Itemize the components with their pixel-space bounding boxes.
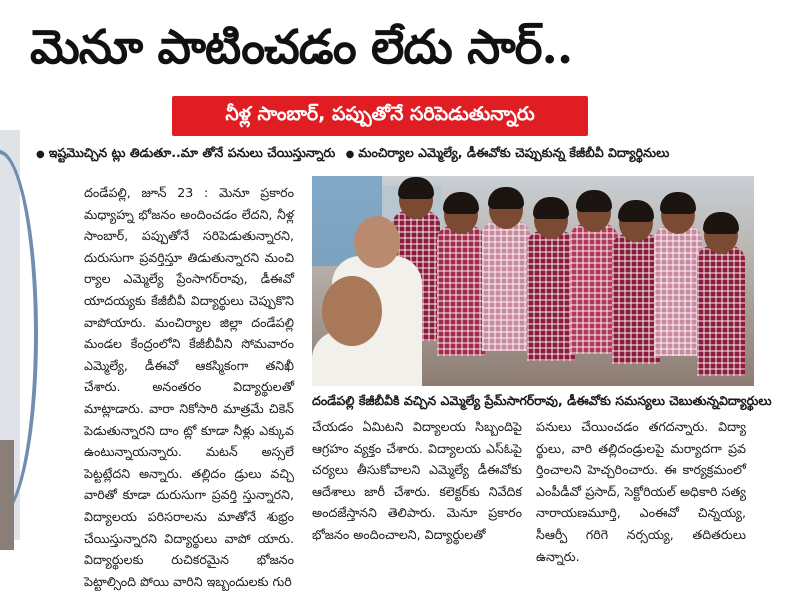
adjacent-photo-fragment [0, 440, 14, 550]
subheadline-text: నీళ్ల సాంబార్, పప్పుతోనే సరిపెడుతున్నారు [225, 102, 535, 125]
news-photo [312, 176, 754, 386]
bullet-icon: ● [345, 149, 355, 160]
article-column-3: పనులు చేయించడం తగదన్నారు. విద్యా ర్థులు, వారి తల్లిదండ్రులపై మర్యాదగా ప్రవ ర్తించాలని హెచ్చరించారు. ఈ కార్యక్రమంలో ఎంపీడీవో ప్రసాద్, సెక్టోరియల్ అధికారి సత్య నారాయణమూర్తి, ఎంఈవో చిన్నయ్య, సీఆర్పీ గరిగె నర్సయ్య, తదితరులు ఉన్నారు. [536, 419, 746, 564]
bullet-point-1: ఇష్టమొచ్చిన ట్లు తిడుతూ..మా తోనే పనులు చేయిస్తున్నారు [48, 145, 336, 160]
bullet-points [36, 144, 786, 164]
adjacent-page-strip [0, 130, 20, 540]
bullet-icon: ● [36, 149, 45, 160]
article-column-2: చేయడం ఏమిటని విద్యాలయ సిబ్బందిపై ఆగ్రహం వ్యక్తం చేశారు. విద్యాలయ ఎస్‌ఓపై చర్యలు తీసుకోవాలని ఎమ్మెల్యే డీఈవోకు ఆదేశాలు జారీ చేశారు. కలెక్టర్‌కు నివేదిక అందజేస్తానని తెలిపారు. మెనూ ప్రకారం భోజనం అందించాలని, విద్యార్థులతో [312, 419, 522, 542]
subheadline-banner [172, 96, 588, 136]
article-column-1: దండేపల్లి, జూన్ 23 : మెనూ ప్రకారం మధ్యాహ్న భోజనం అందించడం లేదని, నీళ్ల సాంబార్, పప్పుతోనే సరిపెడుతున్నారని, దురుసుగా ప్రవర్తిస్తూ తిడుతున్నారని మంచి ర్యాల ఎమ్మెల్యే ప్రేంసాగర్‌రావు, డీఈవో యాదయ్యకు కేజీబీవీ విద్యార్థులు చెప్పుకొని వాపోయారు. మంచిర్యాల జిల్లా దండేపల్లి మండల కేంద్రంలోని కేజీబీవీని సోమవారం ఎమ్మెల్యే, డీఈవో ఆకస్మికంగా తనిఖీ చేశారు. అనంతరం విద్యార్థులతో మాట్లాడారు. వారా నికోసారి మాత్రమే చికెన్ పెడుతున్నారని దాం ట్లో కూడా నీళ్లు ఎక్కువ ఉంటున్నాయన్నారు. మటన్ అస్సలే పెట్టట్లేదని అన్నారు. తల్లిదం డ్రులు వచ్చి వారితో కూడా దురుసుగా ప్రవర్తి స్తున్నారని, విద్యాలయ పరిసరాలను మాతోనే శుభ్రం చేయిస్తున్నారని విద్యార్థులు వాపో యారు. విద్యార్థులకు రుచికరమైన భోజనం పెట్టాల్సింది పోయి వారిని ఇబ్బందులకు గురి [84, 185, 294, 589]
headline: మెనూ పాటించడం లేదు సార్.. [30, 20, 573, 75]
bullet-point-2: మంచిర్యాల ఎమ్మెల్యే, డీఈవోకు చెప్పుకున్న కేజీబీవీ విద్యార్థినులు [358, 145, 670, 160]
photo-caption: దండేపల్లి కేజీబీవీకి వచ్చిన ఎమ్మెల్యే ప్రేమ్‌సాగర్‌రావు, డీఈవోకు సమస్యలు చెబుతున్నవిద్యార్థులు [312, 393, 772, 408]
